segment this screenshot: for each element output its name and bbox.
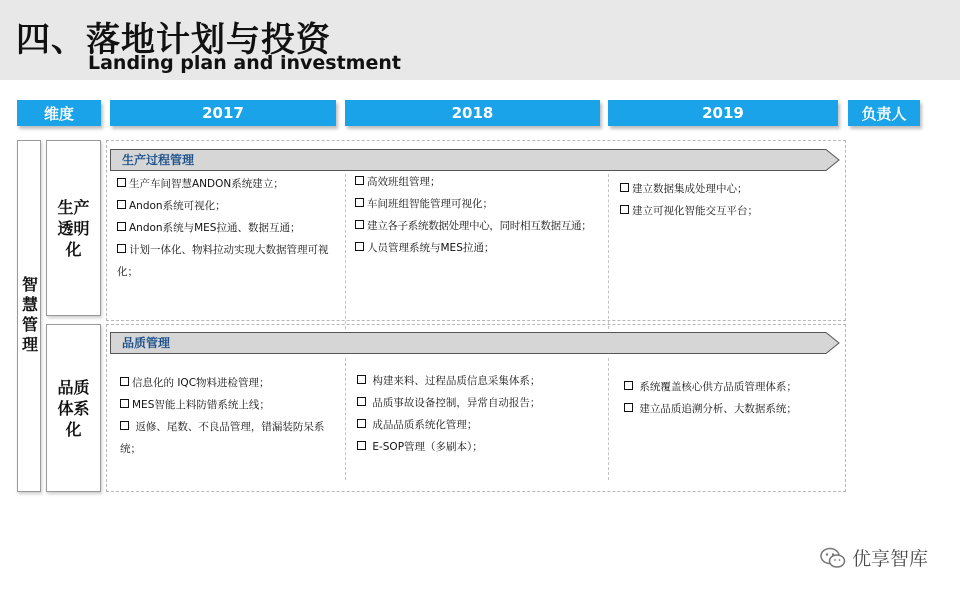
wechat-icon [820, 547, 846, 569]
checkbox-icon [355, 176, 364, 185]
stage-label-1: 生产过程管理 [122, 153, 195, 167]
checkbox-icon [355, 198, 364, 207]
column-header-2019: 2019 [608, 100, 838, 126]
list-item: MES智能上料防错系统上线； [120, 394, 340, 416]
list-item: 计划一体化、物料拉动实现大数据管理可视化； [117, 244, 329, 278]
year-separator [608, 174, 609, 329]
list-item: 建立数据集成处理中心； [620, 178, 835, 200]
checkbox-icon [117, 178, 126, 187]
list-item: Andon系统可视化； [117, 195, 341, 217]
row-label-1: 生产透明化 [57, 197, 90, 259]
arrow-shape [110, 149, 840, 171]
row1-2017-list [117, 173, 341, 283]
row2-2018-list [357, 370, 605, 458]
checkbox-icon [355, 220, 364, 229]
column-header-2017: 2017 [110, 100, 336, 126]
list-item: 人员管理系统与MES拉通； [355, 237, 607, 259]
side-label: 智慧管理 [19, 276, 39, 356]
list-item: 构建来料、过程品质信息采集体系； [357, 370, 605, 392]
checkbox-icon [624, 381, 633, 390]
arrow-shape [110, 332, 840, 354]
checkbox-icon [357, 441, 366, 450]
checkbox-icon [620, 183, 629, 192]
year-separator [345, 358, 346, 480]
stage-label-2: 品质管理 [122, 336, 171, 350]
stage-arrow-1 [110, 149, 840, 171]
list-item: 车间班组智能管理可视化； [355, 193, 607, 215]
row2-2017-list [120, 372, 340, 460]
list-item: 返修、尾数、不良品管理，错漏装防呆系统； [120, 421, 325, 455]
list-item: 生产车间智慧ANDON系统建立； [117, 173, 341, 195]
watermark [820, 544, 928, 571]
checkbox-icon [117, 244, 126, 253]
list-item: 品质事故设备控制，异常自动报告； [357, 392, 605, 414]
list-item: 建立品质追溯分析、大数据系统； [624, 398, 839, 420]
side-label-box [17, 140, 41, 492]
page-subtitle: Landing plan and investment [88, 52, 401, 74]
list-item: Andon系统与MES拉通、数据互通； [117, 217, 341, 239]
row-label-box-1 [46, 140, 101, 316]
list-item: 建立各子系统数据处理中心，同时相互数据互通； [355, 215, 607, 237]
row1-2019-list [620, 178, 835, 222]
list-item: E-SOP管理（多刷本）； [357, 436, 605, 458]
checkbox-icon [355, 242, 364, 251]
column-header-dimension: 维度 [17, 100, 101, 126]
watermark-text: 优享智库 [851, 548, 928, 570]
checkbox-icon [120, 421, 129, 430]
column-header-2018: 2018 [345, 100, 600, 126]
row2-2019-list [624, 376, 839, 420]
page-title: 四、落地计划与投资 [16, 20, 331, 60]
year-separator [345, 174, 346, 329]
list-item: 系统覆盖核心供方品质管理体系； [624, 376, 839, 398]
checkbox-icon [120, 399, 129, 408]
checkbox-icon [357, 375, 366, 384]
year-separator [608, 358, 609, 480]
column-header-owner: 负责人 [848, 100, 920, 126]
checkbox-icon [120, 377, 129, 386]
list-item: 建立可视化智能交互平台； [620, 200, 835, 222]
row1-2018-list [355, 171, 607, 259]
checkbox-icon [357, 419, 366, 428]
checkbox-icon [620, 205, 629, 214]
checkbox-icon [357, 397, 366, 406]
row-label-box-2 [46, 324, 101, 492]
checkbox-icon [117, 200, 126, 209]
row-label-2: 品质体系化 [57, 377, 90, 439]
list-item: 高效班组管理； [355, 171, 607, 193]
list-item: 成品品质系统化管理； [357, 414, 605, 436]
checkbox-icon [117, 222, 126, 231]
list-item: 信息化的 IQC物料进检管理； [120, 372, 340, 394]
stage-arrow-2 [110, 332, 840, 354]
checkbox-icon [624, 403, 633, 412]
